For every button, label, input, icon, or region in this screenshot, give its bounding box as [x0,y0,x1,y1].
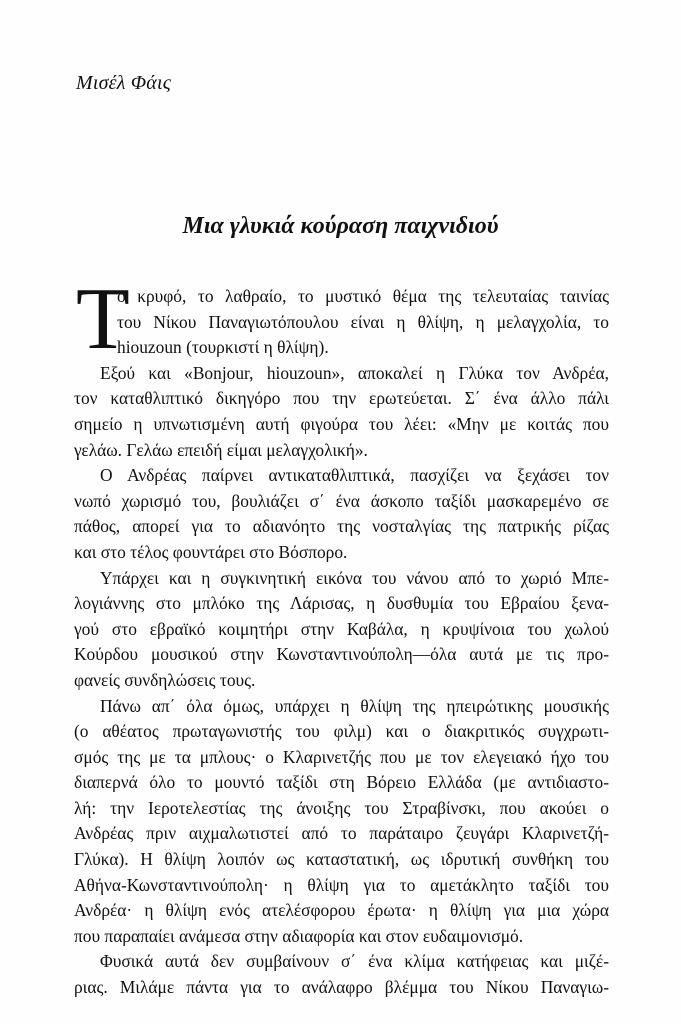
paragraph-2 [74,361,609,463]
text-line: σμός της με τα μπλους· ο Κλαρινετζής που με τον ελεγειακό ήχο του [74,746,609,767]
text-line: Φυσικά αυτά δεν συμβαίνουν σ΄ ένα κλίμα κατήφειας και μιζέ- [100,951,609,972]
text-line: Υπάρχει και η συγκινητική εικόνα του νάνου από το χωριό Μπε- [100,567,609,588]
text-line: (ο αθέατος πρωταγωνιστής του φιλμ) και ο διακριτικός συγχρωτι- [74,721,609,742]
text-line: και στο τέλος φουντάρει στο Βόσπορο. [74,541,348,562]
text-line: γελάω. Γελάω επειδή είμαι μελαγχολική». [74,439,368,460]
text-line: λογιάννης στο μπλόκο της Λάρισας, η δυσθυμία του Εβραίου ξενα- [74,593,609,614]
text-line: λή: την Ιεροτελεστίας της άνοιξης του Στραβίνσκι, που ακούει ο [74,797,609,818]
text-line: πάθος, απορεί για το αδιανόητο της νοσταλγίας της πατρικής ρίζας [74,516,609,537]
text-line: τον καταθλιπτικό δικηγόρο που την ερωτεύεται. Σ΄ ένα άλλο πάλι [74,388,609,409]
text-line: φανείς συνδηλώσεις τους. [74,669,256,690]
text-line: Ο Ανδρέας παίρνει αντικαταθλιπτικά, πασχίζει να ξεχάσει τον [100,465,609,486]
text-line: γού στο εβραϊκό κοιμητήρι στην Καβάλα, η κρυψίνοια του χωλού [74,618,609,639]
text-line: ριας. Μιλάμε πάντα για το ανάλαφρο βλέμμα του Νίκου Παναγιω- [74,977,609,998]
text-line: σημείο η υπνωτισμένη αυτή φιγούρα του λέει: «Μην με κοιτάς που [74,413,609,434]
text-line: που παραπαίει ανάμεσα στην αδιαφορία και στον ευδαιμονισμό. [74,925,524,946]
article-title: Μια γλυκιά κούραση παιχνιδιού [182,213,499,239]
text-line: Ανδρέα· η θλίψη ενός ατελέσφορου έρωτα· η θλίψη για μια χώρα [74,900,609,921]
drop-cap: Τ [76,271,130,368]
paragraph-6 [74,949,609,1000]
text-line: Ανδρέας πριν αιχμαλωτιστεί από το παράταιρο ζευγάρι Κλαρινετζή- [74,823,609,844]
text-line: διαπερνά όλο το μουντό ταξίδι στη Βόρειο Ελλάδα (με αντιδιαστο- [74,772,609,793]
text-line: Αθήνα-Κωνσταντινούπολη· η θλίψη για το αμετάκλητο ταξίδι του [74,874,609,895]
paragraph-1 [74,271,609,368]
text-line: ο κρυφό, το λαθραίο, το μυστικό θέμα της τελευταίας ταινίας [117,286,609,306]
paragraph-4 [74,566,609,694]
paragraph-3 [74,463,609,565]
text-line: του Νίκου Παναγιωτόπουλου είναι η θλίψη, η μελαγχολία, το [117,311,609,332]
article-body [74,271,609,1001]
text-line: νωπό χωρισμό του, βουλιάζει σ΄ ένα άσκοπο ταξίδι μασκαρεμένο σε [74,490,609,511]
running-header-author: Μισέλ Φάις [76,72,172,94]
text-line: hiouzoun (τουρκιστί η θλίψη). [117,337,329,358]
paragraph-5 [74,694,609,950]
text-line: Πάνω απ΄ όλα όμως, υπάρχει η θλίψη της ηπειρώτικης μουσικής [100,695,609,716]
text-line: Γλύκα). Η θλίψη λοιπόν ως καταστατική, ως ιδρυτική συνθήκη του [74,849,609,870]
text-line: Εξού και «Bonjour, hiouzoun», αποκαλεί η Γλύκα τον Ανδρέα, [100,362,609,383]
text-line: Κούρδου μουσικού στην Κωνσταντινούπολη—όλα αυτά με τις προ- [74,644,609,665]
